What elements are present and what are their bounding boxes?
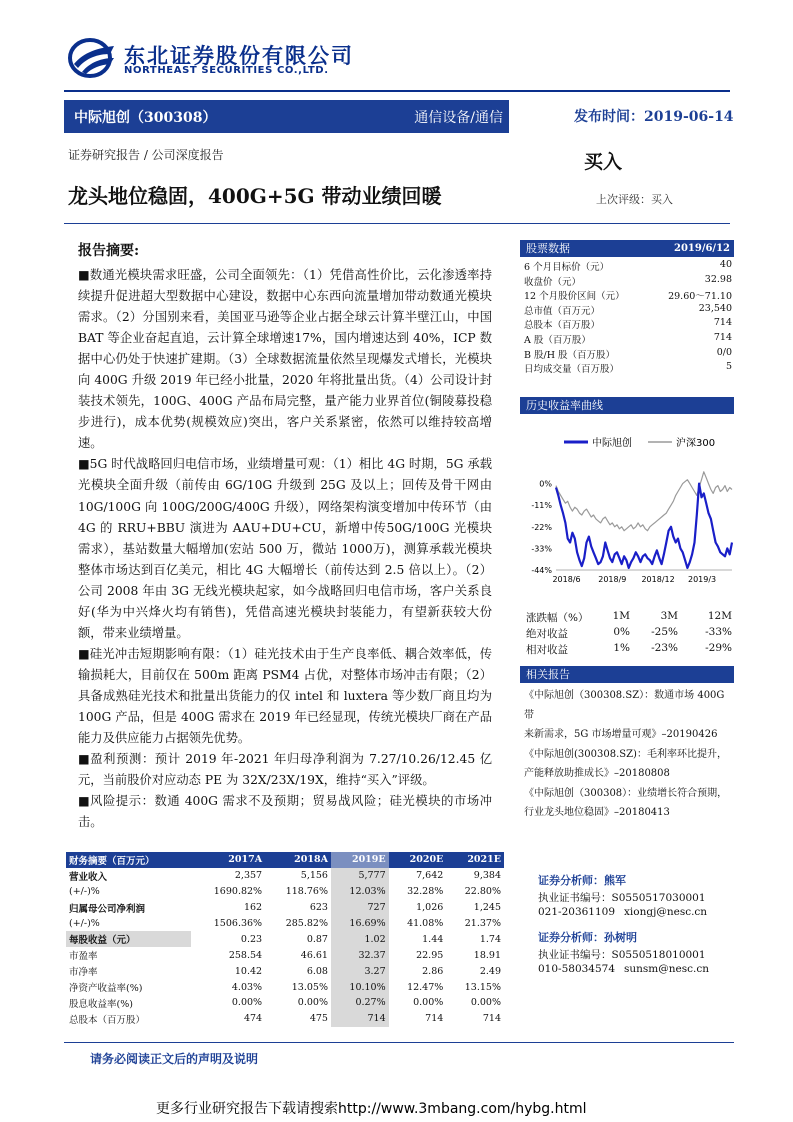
stock-label: 日均成交量（百万股） <box>524 364 620 376</box>
perf-header-row <box>526 610 734 626</box>
perf-header: 1M <box>612 610 630 622</box>
financial-value: 623 <box>309 902 328 914</box>
financial-value: 0.87 <box>306 933 328 945</box>
financial-value: 1.44 <box>422 933 444 945</box>
financial-value: 5,777 <box>331 868 389 884</box>
financial-header-cell: 2017A <box>191 852 265 868</box>
related-report-line[interactable]: 行业龙头地位稳固》–20180413 <box>524 807 670 818</box>
financial-value: 3.27 <box>331 963 389 979</box>
financial-row <box>66 884 504 900</box>
stock-value: 714 <box>713 317 732 329</box>
chart-lines <box>556 472 732 568</box>
y-tick-label: -22% <box>531 522 552 532</box>
financial-value: 10.10% <box>331 979 389 995</box>
stock-label: 6 个月目标价（元） <box>524 262 610 273</box>
stock-value: 714 <box>713 331 732 343</box>
financial-value: 2.49 <box>479 965 501 977</box>
financial-value: 6.08 <box>306 965 328 977</box>
analyst-block <box>538 872 738 922</box>
y-tick-label: -11% <box>531 501 552 511</box>
financial-row <box>66 979 504 995</box>
financial-value: 4.03% <box>231 981 263 993</box>
stock-value: 5 <box>725 361 732 373</box>
financial-label: 每股收益（元） <box>66 931 191 947</box>
summary-paragraph: ■硅光冲击短期影响有限：（1）硅光技术由于生产良率低、耦合效率低，传输损耗大，目前仅在 500m 距离 PSM4 占优，对整体市场冲击有限；（2）具备成熟硅光技术和批量出货能力的仅 intel 和 luxtera 等少数厂商且均为 100G 产品，但是 400G 需求在 2019 年已经显现，传统光模块厂商在产品能力及供应能力占据领先优势。 <box>78 646 492 746</box>
summary-paragraph: ■风险提示：数通 400G 需求不及预期；贸易战风险；硅光模块的市场冲击。 <box>78 794 492 830</box>
perf-value: -23% <box>651 642 678 654</box>
financial-row <box>66 900 504 916</box>
financial-row <box>66 1011 504 1027</box>
title-rule <box>64 223 730 224</box>
perf-value: 1% <box>613 642 630 654</box>
financial-header-cell: 2021E <box>446 852 504 868</box>
financial-label: 股息收益率(%) <box>69 998 133 1010</box>
stock-label: A 股（百万股） <box>524 334 591 346</box>
perf-value: -25% <box>651 626 678 638</box>
related-header <box>520 666 734 683</box>
stock-value: 29.60～71.10 <box>668 291 732 303</box>
perf-value: -33% <box>705 626 732 638</box>
financial-row <box>66 916 504 932</box>
stock-data-header <box>520 240 734 257</box>
perf-label: 绝对收益 <box>526 628 568 640</box>
chart-title: 历史收益率曲线 <box>526 399 603 412</box>
stock-row <box>524 347 734 362</box>
company-banner <box>64 100 509 133</box>
financial-row <box>66 868 504 884</box>
stock-data-title: 股票数据 <box>526 242 570 255</box>
stock-data-date: 2019/6/12 <box>673 243 730 254</box>
analyst-block <box>538 929 738 979</box>
analyst-email[interactable]: xiongj@nesc.cn <box>624 906 708 918</box>
analyst-email[interactable]: sunsm@nesc.cn <box>624 963 709 975</box>
financial-value: 22.95 <box>416 949 444 961</box>
financial-value: 727 <box>331 900 389 916</box>
financial-label: 市净率 <box>69 967 98 979</box>
related-report-line[interactable]: 产能释放助推成长》–20180808 <box>524 768 670 779</box>
related-report-line[interactable]: 《中际旭创(300308.SZ)：毛利率环比提升， <box>524 748 727 760</box>
financial-value: 32.28% <box>407 886 444 898</box>
stock-value: 0/0 <box>716 346 732 358</box>
related-reports <box>524 686 736 823</box>
y-tick-label: -33% <box>531 544 552 554</box>
financial-value: 7,642 <box>416 870 444 882</box>
financial-value: 2.86 <box>422 965 444 977</box>
perf-header: 3M <box>660 610 678 622</box>
financial-label: 归属母公司净利润 <box>69 903 146 915</box>
financial-value: 475 <box>309 1013 328 1025</box>
perf-label: 相对收益 <box>526 644 568 656</box>
stock-label: 总股本（百万股） <box>524 320 601 332</box>
perf-header: 涨跌幅（%） <box>526 612 589 624</box>
stock-label: 12 个月股价区间（元） <box>524 291 625 303</box>
financial-label: 市盈率 <box>69 951 98 963</box>
analyst-license: 执业证书编号：S0550517030001 <box>538 892 706 904</box>
analyst-name: 证券分析师：孙树明 <box>538 931 637 944</box>
financial-label: 净资产收益率(%) <box>69 983 143 995</box>
stock-row <box>524 274 734 289</box>
y-tick-label: -44% <box>531 566 552 575</box>
related-report-line[interactable]: 《中际旭创（300308.SZ）：数通市场 400G 带 <box>524 690 725 721</box>
financial-value: 13.15% <box>464 981 501 993</box>
financial-label: (+/-)% <box>69 918 100 929</box>
financial-value: 16.69% <box>331 916 389 932</box>
financial-value: 0.00% <box>470 997 501 1009</box>
return-chart <box>520 418 734 593</box>
stock-data-table <box>524 259 734 376</box>
financial-row <box>66 995 504 1011</box>
financial-value: 0.23 <box>240 933 263 945</box>
financial-value: 0.27% <box>331 995 389 1011</box>
financial-value: 1,026 <box>416 902 444 914</box>
analyst-phone: 010-58034574 <box>538 963 616 975</box>
financial-value: 21.37% <box>464 918 501 929</box>
financial-value: 474 <box>243 1013 263 1025</box>
perf-header: 12M <box>707 610 732 622</box>
related-report-line[interactable]: 来新需求，5G 市场增量可观》–20190426 <box>524 729 718 740</box>
stock-row <box>524 361 734 376</box>
perf-value: 0% <box>613 626 630 638</box>
perf-row <box>526 626 734 642</box>
financial-value: 0.00% <box>231 997 263 1009</box>
financial-value: 46.61 <box>300 949 328 961</box>
financial-value: 258.54 <box>228 949 263 961</box>
financial-label: 营业收入 <box>69 871 108 883</box>
x-tick-label: 2018/12 <box>641 575 675 584</box>
northeast-securities-logo-icon <box>68 38 116 78</box>
financial-value: 10.42 <box>234 965 263 977</box>
header-rule <box>64 90 730 92</box>
analyst-contact <box>538 963 738 979</box>
return-chart-svg <box>520 418 734 593</box>
financial-value: 1690.82% <box>213 886 263 898</box>
financial-row <box>66 947 504 963</box>
stock-value: 40 <box>719 259 732 270</box>
financial-value: 118.76% <box>285 886 328 898</box>
summary-paragraph: ■数通光模块需求旺盛，公司全面领先：（1）凭借高性价比，云化渗透率持续提升促进超大型数据中心建设，数据中心东西向流量增加带动数通光模块需求。（2）分国别来看，美国亚马逊等企业占据全球云计算半壁江山，中国 BAT 等企业奋起直追，云计算全球增速17%，国内增速达到 40%，ICP 数据中心仍处于快速扩建期。（3）全球数据流量依然呈现爆发式增长，光模块向 400G 升级 2019 年已经小批量，2020 年将批量出货。（4）公司设计封装技术领先，100G、400G 产品布局完整，量产能力业界首位(铜陵募投稳步进行)，成本优势(规模效应)突出，客户关系紧密，依然可以维持较高增速。 <box>78 268 492 451</box>
financial-header-row <box>66 852 504 868</box>
financial-label: 总股本（百万股） <box>69 1014 146 1026</box>
summary-paragraph: ■盈利预测：预计 2019 年-2021 年归母净利润为 7.27/10.26/12.45 亿元，当前股价对应动态 PE 为 32X/23X/19X，维持“买入”评级。 <box>78 752 492 788</box>
related-title: 相关报告 <box>526 668 570 681</box>
financial-value: 41.08% <box>407 918 444 929</box>
brand-name-cn: 东北证券股份有限公司 <box>124 44 354 68</box>
disclaimer-note: 请务必阅读正文后的声明及说明 <box>90 1052 259 1066</box>
x-tick-label: 2019/3 <box>688 575 717 584</box>
financial-value: 12.47% <box>407 981 444 993</box>
financial-summary-table <box>66 852 504 1027</box>
financial-label: (+/-)% <box>69 886 100 898</box>
x-tick-label: 2018/9 <box>598 575 627 584</box>
summary-paragraph: ■5G 时代战略回归电信市场，业绩增量可观：（1）相比 4G 时期，5G 承载光模块全面升级（前传由 6G/10G 升级到 25G 及以上；回传及骨干网由 10G/100G 向 100G/200G/400G 升级），网络架构演变增加中传环节（由 4G 的 RRU+BBU 演进为 AAU+DU+CU，新增中传50G/100G 光模块需求），基站数量大幅增加(宏站 500 万，微站 1000万)，测算承载光模块整体市场达到百亿美元，相比 4G 大幅增长（前传达到 2.5 倍以上）。（2）公司 2008 年由 3G 无线光模块起家，如今战略回归电信市场，客户关系良好(华为中兴烽火均有销售)，凭借高速光模块封装能力，有望新获较大份额，带来业绩增量。 <box>78 457 492 640</box>
rating: 买入 <box>584 151 623 173</box>
perf-row <box>526 642 734 658</box>
footer-download-link[interactable]: 更多行业研究报告下载请搜索http://www.3mbang.com/hybg.html <box>156 1101 587 1117</box>
stock-value: 23,540 <box>698 302 732 314</box>
breadcrumb: 证券研究报告 / 公司深度报告 <box>68 148 224 162</box>
summary-body <box>78 265 492 833</box>
financial-header-cell: 2020E <box>389 852 447 868</box>
financial-value: 5,156 <box>300 870 328 882</box>
footer-rule <box>64 1042 734 1043</box>
financial-value: 714 <box>331 1011 389 1027</box>
financial-header-cell: 2018A <box>265 852 331 868</box>
analyst-phone: 021-20361109 <box>538 906 616 918</box>
legend-label-series-1: 中际旭创 <box>592 438 632 449</box>
stock-row <box>524 259 734 274</box>
financial-value: 22.80% <box>464 886 501 898</box>
related-report-line[interactable]: 《中际旭创（300308）：业绩增长符合预期， <box>524 787 728 799</box>
financial-value: 2,357 <box>234 870 263 882</box>
financial-value: 1.74 <box>479 933 501 945</box>
report-headline: 龙头地位稳固，400G+5G 带动业绩回暖 <box>68 184 442 208</box>
performance-table <box>526 610 734 658</box>
stock-label: 收盘价（元） <box>524 276 582 288</box>
analyst-license: 执业证书编号：S0550518010001 <box>538 949 706 961</box>
financial-value: 32.37 <box>331 947 389 963</box>
company-ticker: 中际旭创（300308） <box>74 110 217 126</box>
financial-value: 9,384 <box>473 870 501 882</box>
brand-name-en: NORTHEAST SECURITIES CO.,LTD. <box>124 65 329 76</box>
financial-value: 12.03% <box>331 884 389 900</box>
industry-label: 通信设备/通信 <box>414 110 503 126</box>
publish-date: 发布时间：2019-06-14 <box>574 109 734 125</box>
financial-value: 18.91 <box>473 949 501 961</box>
stock-row <box>524 332 734 347</box>
financial-value: 714 <box>482 1013 501 1025</box>
financial-header-cell: 2019E <box>331 852 389 868</box>
stock-label: B 股/H 股（百万股） <box>524 349 616 361</box>
perf-value: -29% <box>705 642 732 654</box>
stock-label: 总市值（百万元） <box>524 305 601 317</box>
company-logo <box>68 38 358 78</box>
financial-value: 1506.36% <box>213 918 263 929</box>
stock-row <box>524 288 734 303</box>
previous-rating: 上次评级：买入 <box>596 193 673 206</box>
financial-value: 1.02 <box>331 931 389 947</box>
stock-value: 32.98 <box>704 273 732 285</box>
financial-value: 714 <box>425 1013 444 1025</box>
y-tick-label: 0% <box>539 479 552 489</box>
financial-header-cell: 财务摘要（百万元） <box>66 852 191 868</box>
financial-value: 0.00% <box>297 997 328 1009</box>
x-tick-label: 2018/6 <box>552 575 581 584</box>
legend-label-series-2: 沪深300 <box>676 438 716 449</box>
chart-header <box>520 397 734 414</box>
financial-value: 285.82% <box>285 918 328 929</box>
financial-value: 1,245 <box>473 902 501 914</box>
stock-row <box>524 303 734 318</box>
summary-title: 报告摘要: <box>78 243 140 259</box>
financial-value: 162 <box>243 902 263 914</box>
analyst-name: 证券分析师：熊军 <box>538 874 626 887</box>
financial-row <box>66 963 504 979</box>
analyst-contact <box>538 906 738 922</box>
financial-row <box>66 931 504 947</box>
financial-value: 13.05% <box>291 981 328 993</box>
financial-value: 0.00% <box>413 997 444 1009</box>
chart-legend <box>564 436 715 449</box>
stock-row <box>524 317 734 332</box>
